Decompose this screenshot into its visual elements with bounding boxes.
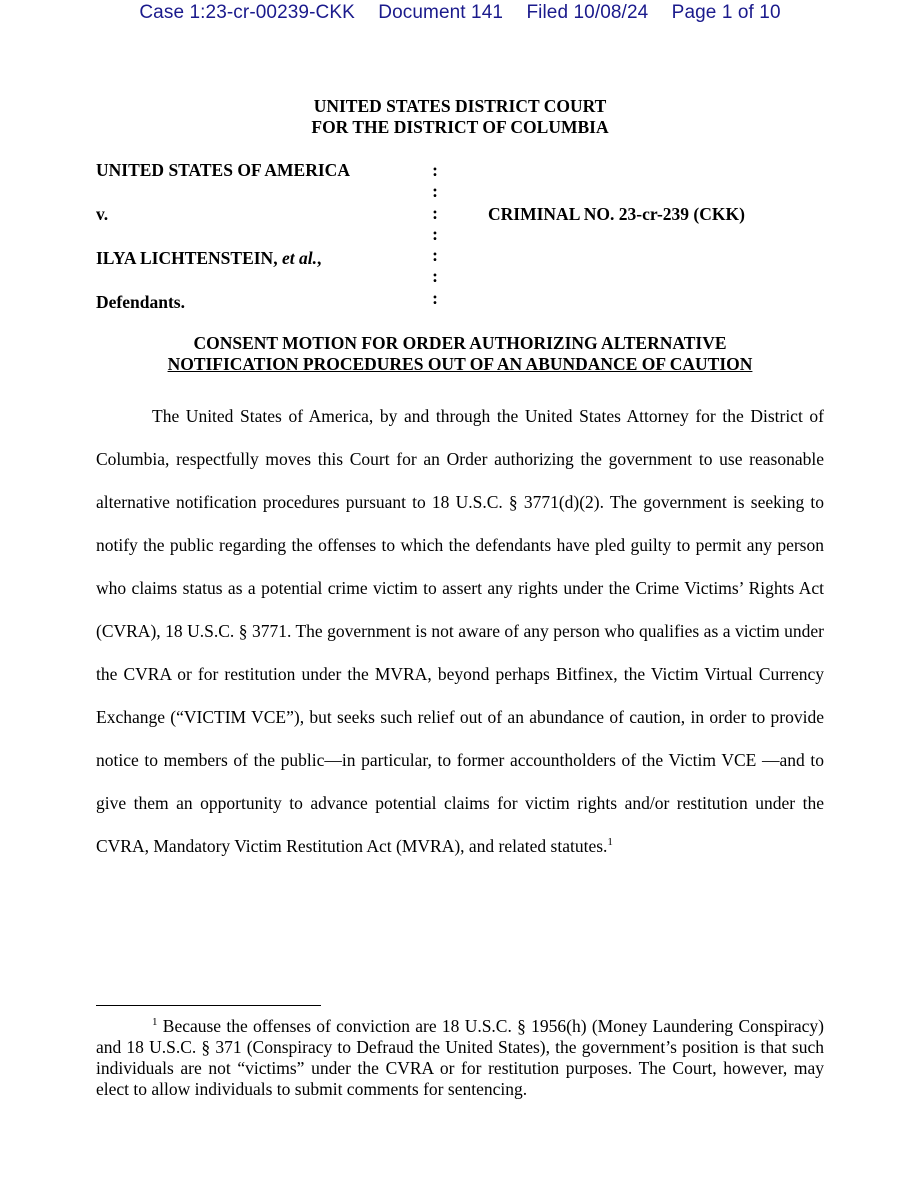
footnote-reference[interactable]: 1	[607, 836, 613, 849]
colon: :	[432, 181, 438, 202]
footnote-divider	[96, 1005, 321, 1006]
colon: :	[432, 266, 438, 287]
document-number: Document 141	[378, 2, 504, 23]
footnote	[96, 1016, 824, 1100]
colon: :	[432, 223, 438, 244]
motion-title	[0, 333, 920, 375]
colon: :	[432, 202, 438, 223]
et-al: et al.	[281, 248, 317, 268]
body-paragraph	[96, 395, 824, 868]
defendants-label: Defendants.	[96, 292, 185, 312]
footnote-number: 1	[152, 1016, 158, 1029]
colon: :	[432, 160, 438, 180]
criminal-number: CRIMINAL NO. 23-cr-239 (CKK)	[488, 204, 745, 224]
colon: :	[432, 245, 438, 266]
page-indicator: Page 1 of 10	[671, 2, 781, 23]
paragraph-text: The United States of America, by and through the United States Attorney for the District of Columbia, respectfully moves this Court for an Order authorizing the government to use reasonable alternative notification procedures pursuant to 18 U.S.C. § 3771(d)(2). The government is seeking to notify the public regarding the offenses to which the defendants have pled guilty to permit any person who claims status as a potential crime victim to assert any rights under the Crime Victims’ Rights Act (CVRA), 18 U.S.C. § 3771. The government is not aware of any person who qualifies as a victim under the CVRA or for restitution under the MVRA, beyond perhaps Bitfinex, the Victim Virtual Currency Exchange (“VICTIM VCE”), but seeks such relief out of an abundance of caution, in order to provide notice to members of the public—in particular, to former accountholders of the Victim VCE —and to give them an opportunity to advance potential claims for victim rights and/or restitution under the CVRA, Mandatory Victim Restitution Act (MVRA), and related statutes.	[96, 406, 824, 856]
footnote-text: Because the offenses of conviction are 18 U.S.C. § 1956(h) (Money Laundering Conspiracy) and 18 U.S.C. § 371 (Conspiracy to Defraud the United States), the government’s position is that such individuals are not “victims” under the CVRA or for restitution purposes. The Court, however, may elect to allow individuals to submit comments for sentencing.	[96, 1016, 824, 1099]
motion-title-line1: CONSENT MOTION FOR ORDER AUTHORIZING ALTERNATIVE	[193, 333, 727, 353]
plaintiff: UNITED STATES OF AMERICA	[96, 160, 350, 180]
filed-date: Filed 10/08/24	[526, 2, 649, 23]
caption-colons	[429, 160, 441, 309]
defendant-suffix: ,	[316, 248, 322, 268]
defendant	[96, 248, 321, 269]
case-number: Case 1:23-cr-00239-CKK	[139, 2, 355, 23]
defendant-name: ILYA LICHTENSTEIN,	[96, 248, 282, 268]
court-heading	[0, 96, 920, 138]
motion-title-line2: NOTIFICATION PROCEDURES OUT OF AN ABUNDANCE OF CAUTION	[167, 354, 753, 374]
court-district: FOR THE DISTRICT OF COLUMBIA	[311, 117, 609, 137]
versus: v.	[96, 204, 109, 224]
court-name: UNITED STATES DISTRICT COURT	[313, 96, 607, 116]
colon: :	[432, 287, 438, 308]
motion-body	[96, 395, 824, 868]
ecf-filing-header	[0, 2, 920, 24]
